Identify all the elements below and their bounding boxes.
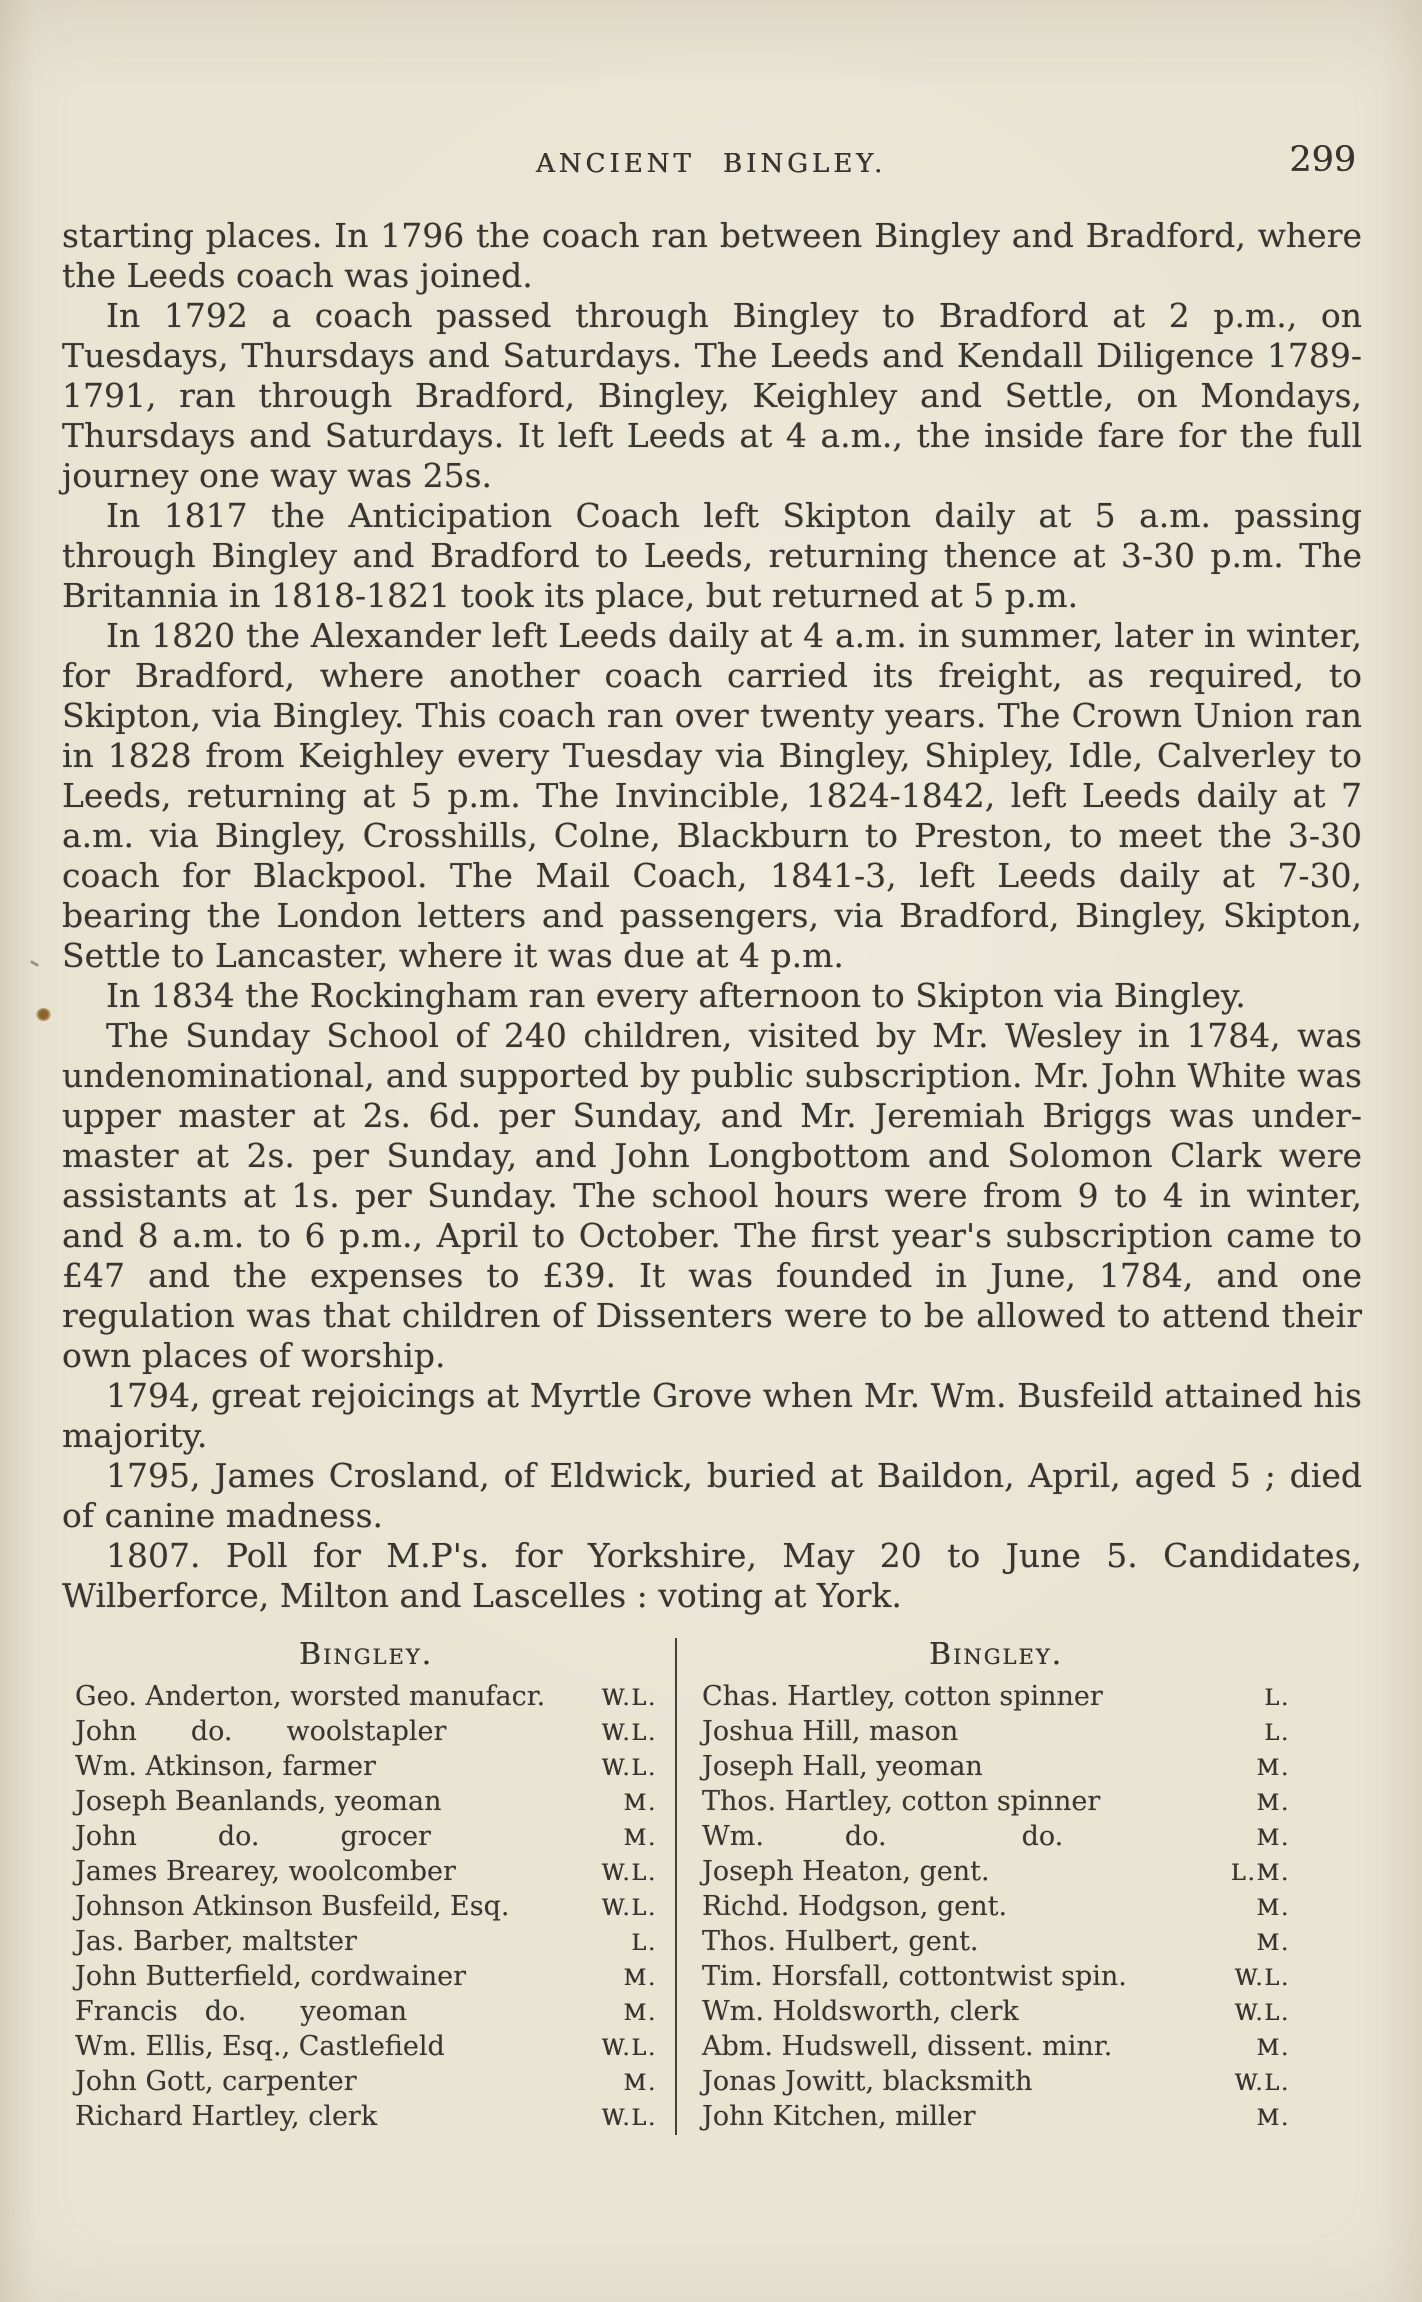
voter-name: Richd. Hodgson, gent. bbox=[702, 1891, 1008, 1922]
paragraph: In 1834 the Rockingham ran every afternoon to Skipton via Bingley. bbox=[106, 976, 1246, 1015]
vote-letters: M. bbox=[1256, 1756, 1290, 1781]
voter-name: Jas. Barber, maltster bbox=[75, 1926, 357, 1957]
voter-name: Richard Hartley, clerk bbox=[75, 2101, 378, 2132]
voter-name: Wm. do. do. bbox=[702, 1821, 1064, 1852]
poll-row bbox=[702, 2065, 1290, 2100]
vote-letters: L. bbox=[631, 1931, 657, 1956]
poll-row bbox=[702, 1855, 1290, 1890]
poll-column-left bbox=[75, 1638, 675, 2135]
poll-heading-left: Bingley. bbox=[298, 1637, 434, 1672]
vote-letters: W.L. bbox=[601, 1721, 657, 1746]
vote-letters: L. bbox=[1264, 1686, 1290, 1711]
poll-row bbox=[702, 1715, 1290, 1750]
vote-letters: W.L. bbox=[601, 1686, 657, 1711]
voter-name: John Gott, carpenter bbox=[75, 2066, 357, 2097]
vote-letters: W.L. bbox=[601, 1861, 657, 1886]
vote-letters: L. bbox=[1264, 1721, 1290, 1746]
vote-letters: W.L. bbox=[1234, 2001, 1290, 2026]
voter-name: Wm. Holdsworth, clerk bbox=[702, 1996, 1019, 2027]
paragraph: In 1817 the Anticipation Coach left Skipton daily at 5 a.m. passing through Bingley and Bradford to Leeds, returning thence at 3-30 p.m. The Britannia in 1818-1821 took its place, but returned at 5 p.m. bbox=[62, 496, 1362, 615]
poll-row bbox=[702, 1750, 1290, 1785]
voter-name: John Butterfield, cordwainer bbox=[75, 1961, 467, 1992]
poll-row bbox=[702, 1925, 1290, 1960]
page-number: 299 bbox=[1289, 140, 1356, 180]
poll-row bbox=[75, 1820, 657, 1855]
voter-name: Abm. Hudswell, dissent. minr. bbox=[702, 2031, 1113, 2062]
vote-letters: M. bbox=[623, 2001, 657, 2026]
poll-row bbox=[75, 2030, 657, 2065]
vote-letters: M. bbox=[1256, 2106, 1290, 2131]
poll-row bbox=[75, 1785, 657, 1820]
voter-name: Geo. Anderton, worsted manufacr. bbox=[75, 1681, 546, 1712]
poll-row bbox=[702, 2100, 1290, 2135]
vote-letters: W.L. bbox=[601, 1896, 657, 1921]
poll-column-right bbox=[675, 1638, 1290, 2135]
poll-row bbox=[702, 1785, 1290, 1820]
voter-name: Chas. Hartley, cotton spinner bbox=[702, 1681, 1103, 1712]
page-header bbox=[62, 0, 1360, 186]
poll-row bbox=[702, 1680, 1290, 1715]
vote-letters: M. bbox=[1256, 1826, 1290, 1851]
vote-letters: M. bbox=[1256, 1791, 1290, 1816]
poll-row bbox=[75, 1925, 657, 1960]
voter-name: Johnson Atkinson Busfeild, Esq. bbox=[75, 1891, 510, 1922]
vote-letters: L.M. bbox=[1230, 1861, 1290, 1886]
poll-row bbox=[75, 1680, 657, 1715]
voter-name: John Kitchen, miller bbox=[702, 2101, 976, 2132]
paragraph: 1795, James Crosland, of Eldwick, buried at Baildon, April, aged 5 ; died of canine madness. bbox=[62, 1456, 1362, 1535]
vote-letters: W.L. bbox=[601, 2106, 657, 2131]
vote-letters: M. bbox=[623, 1826, 657, 1851]
voter-name: Joshua Hill, mason bbox=[702, 1716, 959, 1747]
paper-mark bbox=[30, 960, 39, 967]
voter-name: Thos. Hulbert, gent. bbox=[702, 1926, 979, 1957]
voter-name: Joseph Hall, yeoman bbox=[702, 1751, 983, 1782]
paragraph: In 1792 a coach passed through Bingley to Bradford at 2 p.m., on Tuesdays, Thursdays and Saturdays. The Leeds and Kendall Diligence 1789-1791, ran through Bradford, Bingley, Keighley and Settle, on Mondays, Thursdays and Saturdays. It left Leeds at 4 a.m., the inside fare for the full journey one way was 25s. bbox=[62, 296, 1362, 495]
vote-letters: M. bbox=[1256, 1931, 1290, 1956]
paragraph: 1794, great rejoicings at Myrtle Grove when Mr. Wm. Busfeild attained his majority. bbox=[62, 1376, 1362, 1455]
vote-letters: M. bbox=[1256, 1896, 1290, 1921]
voter-name: John do. woolstapler bbox=[75, 1716, 447, 1747]
voter-name: Thos. Hartley, cotton spinner bbox=[702, 1786, 1101, 1817]
voter-name: Francis do. yeoman bbox=[75, 1996, 407, 2027]
poll-row bbox=[75, 1715, 657, 1750]
paper-spot bbox=[36, 1008, 51, 1021]
paragraph: starting places. In 1796 the coach ran between Bingley and Bradford, where the Leeds coach was joined. bbox=[62, 216, 1362, 295]
voter-name: Wm. Atkinson, farmer bbox=[75, 1751, 376, 1782]
poll-row bbox=[702, 2030, 1290, 2065]
poll-row bbox=[702, 1995, 1290, 2030]
poll-heading-right: Bingley. bbox=[928, 1637, 1064, 1672]
poll-rows-left bbox=[75, 1680, 657, 2135]
vote-letters: W.L. bbox=[601, 1756, 657, 1781]
vote-letters: M. bbox=[623, 1966, 657, 1991]
poll-row bbox=[702, 1890, 1290, 1925]
vote-letters: W.L. bbox=[601, 2036, 657, 2061]
paragraph: In 1820 the Alexander left Leeds daily at 4 a.m. in summer, later in winter, for Bradford, where another coach carried its freight, as required, to Skipton, via Bingley. This coach ran over twenty years. The Crown Union ran in 1828 from Keighley every Tuesday via Bingley, Shipley, Idle, Calverley to Leeds, returning at 5 p.m. The Invincible, 1824-1842, left Leeds daily at 7 a.m. via Bingley, Crosshills, Colne, Blackburn to Preston, to meet the 3-30 coach for Blackpool. The Mail Coach, 1841-3, left Leeds daily at 7-30, bearing the London letters and passengers, via Bradford, Bingley, Skipton, Settle to Lancaster, where it was due at 4 p.m. bbox=[62, 616, 1362, 975]
vote-letters: M. bbox=[623, 2071, 657, 2096]
running-head: ANCIENT BINGLEY. bbox=[535, 149, 887, 179]
poll-row bbox=[75, 1960, 657, 1995]
poll-row bbox=[702, 1820, 1290, 1855]
vote-letters: W.L. bbox=[1234, 1966, 1290, 1991]
voter-name: Wm. Ellis, Esq., Castlefield bbox=[75, 2031, 445, 2062]
vote-letters: M. bbox=[1256, 2036, 1290, 2061]
voter-name: Tim. Horsfall, cottontwist spin. bbox=[702, 1961, 1127, 1992]
poll-row bbox=[702, 1960, 1290, 1995]
paragraph: The Sunday School of 240 children, visited by Mr. Wesley in 1784, was undenominational, and supported by public subscription. Mr. John White was upper master at 2s. 6d. per Sunday, and Mr. Jeremiah Briggs was under-master at 2s. per Sunday, and John Longbottom and Solomon Clark were assistants at 1s. per Sunday. The school hours were from 9 to 4 in winter, and 8 a.m. to 6 p.m., April to October. The first year's subscription came to £47 and the expenses to £39. It was founded in June, 1784, and one regulation was that children of Dissenters were to be allowed to attend their own places of worship. bbox=[62, 1016, 1362, 1375]
page-body bbox=[62, 216, 1362, 1616]
poll-row bbox=[75, 2065, 657, 2100]
poll-rows-right bbox=[702, 1680, 1290, 2135]
poll-row bbox=[75, 2100, 657, 2135]
vote-letters: M. bbox=[623, 1791, 657, 1816]
voter-name: Joseph Beanlands, yeoman bbox=[75, 1786, 442, 1817]
vote-letters: W.L. bbox=[1234, 2071, 1290, 2096]
voter-name: Jonas Jowitt, blacksmith bbox=[702, 2066, 1033, 2097]
poll-row bbox=[75, 1890, 657, 1925]
poll-row bbox=[75, 1750, 657, 1785]
poll-row bbox=[75, 1995, 657, 2030]
poll-table bbox=[75, 1638, 1362, 2135]
poll-row bbox=[75, 1855, 657, 1890]
voter-name: John do. grocer bbox=[75, 1821, 431, 1852]
voter-name: James Brearey, woolcomber bbox=[75, 1856, 456, 1887]
voter-name: Joseph Heaton, gent. bbox=[702, 1856, 990, 1887]
paragraph: 1807. Poll for M.P's. for Yorkshire, May 20 to June 5. Candidates, Wilberforce, Milton and Lascelles : voting at York. bbox=[62, 1536, 1362, 1615]
